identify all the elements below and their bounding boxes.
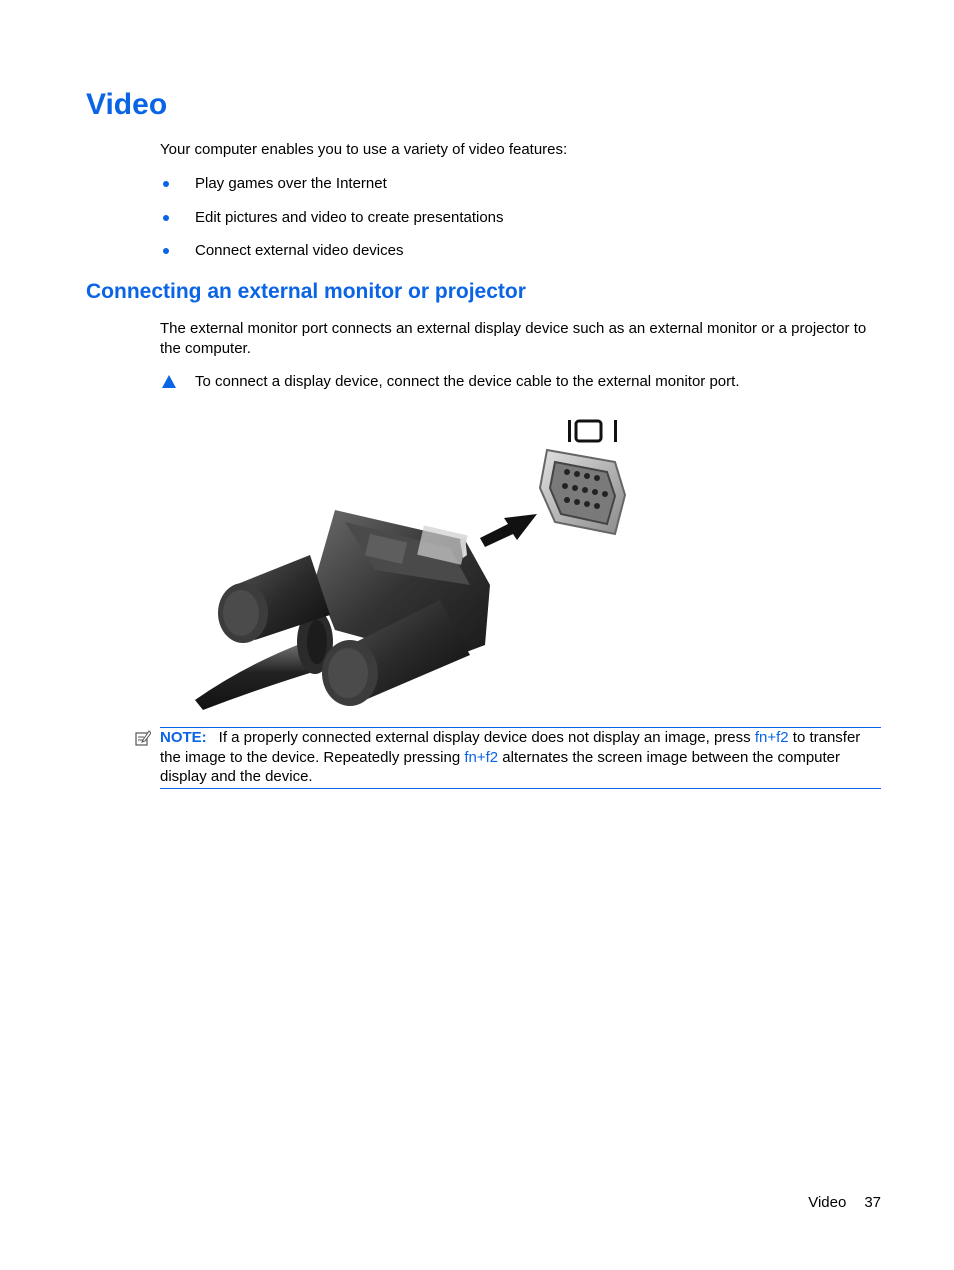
cable — [195, 642, 313, 710]
insert-arrow-icon — [480, 514, 537, 547]
intro-text: Your computer enables you to use a variety of video features: — [160, 141, 568, 158]
page-footer — [808, 1193, 881, 1212]
note-text: alternates the screen image between the computer display and the device. — [160, 748, 841, 785]
vga-port — [540, 450, 625, 534]
note-box — [160, 727, 881, 789]
bullet-icon — [163, 248, 169, 254]
key-combo: fn+f2 — [464, 748, 499, 766]
page-title: Video — [86, 88, 168, 121]
note-text: to transfer the image to the device. Repeatedly pressing — [160, 729, 861, 766]
note-pencil-icon — [135, 730, 151, 746]
key-combo: fn+f2 — [754, 729, 789, 746]
list-item-text: Play games over the Internet — [195, 175, 387, 192]
monitor-port-icon — [568, 420, 617, 442]
section-paragraph: The external monitor port connects an external display device such as an external monitor or a projector to the computer. — [160, 320, 867, 357]
bullet-icon — [163, 215, 169, 221]
note-text: If a properly connected external display device does not display an image, press — [218, 729, 751, 746]
page-number: 37 — [864, 1194, 881, 1211]
note-label: NOTE: — [160, 729, 207, 746]
list-item-text: Edit pictures and video to create presentations — [195, 208, 504, 226]
section-title: Connecting an external monitor or projector — [86, 280, 526, 303]
step-text: To connect a display device, connect the device cable to the external monitor port. — [195, 373, 740, 390]
vga-connection-illustration — [195, 410, 635, 710]
footer-section: Video — [808, 1194, 847, 1211]
bullet-icon — [163, 181, 169, 187]
step-triangle-icon — [162, 375, 176, 388]
list-item-text: Connect external video devices — [195, 242, 404, 259]
